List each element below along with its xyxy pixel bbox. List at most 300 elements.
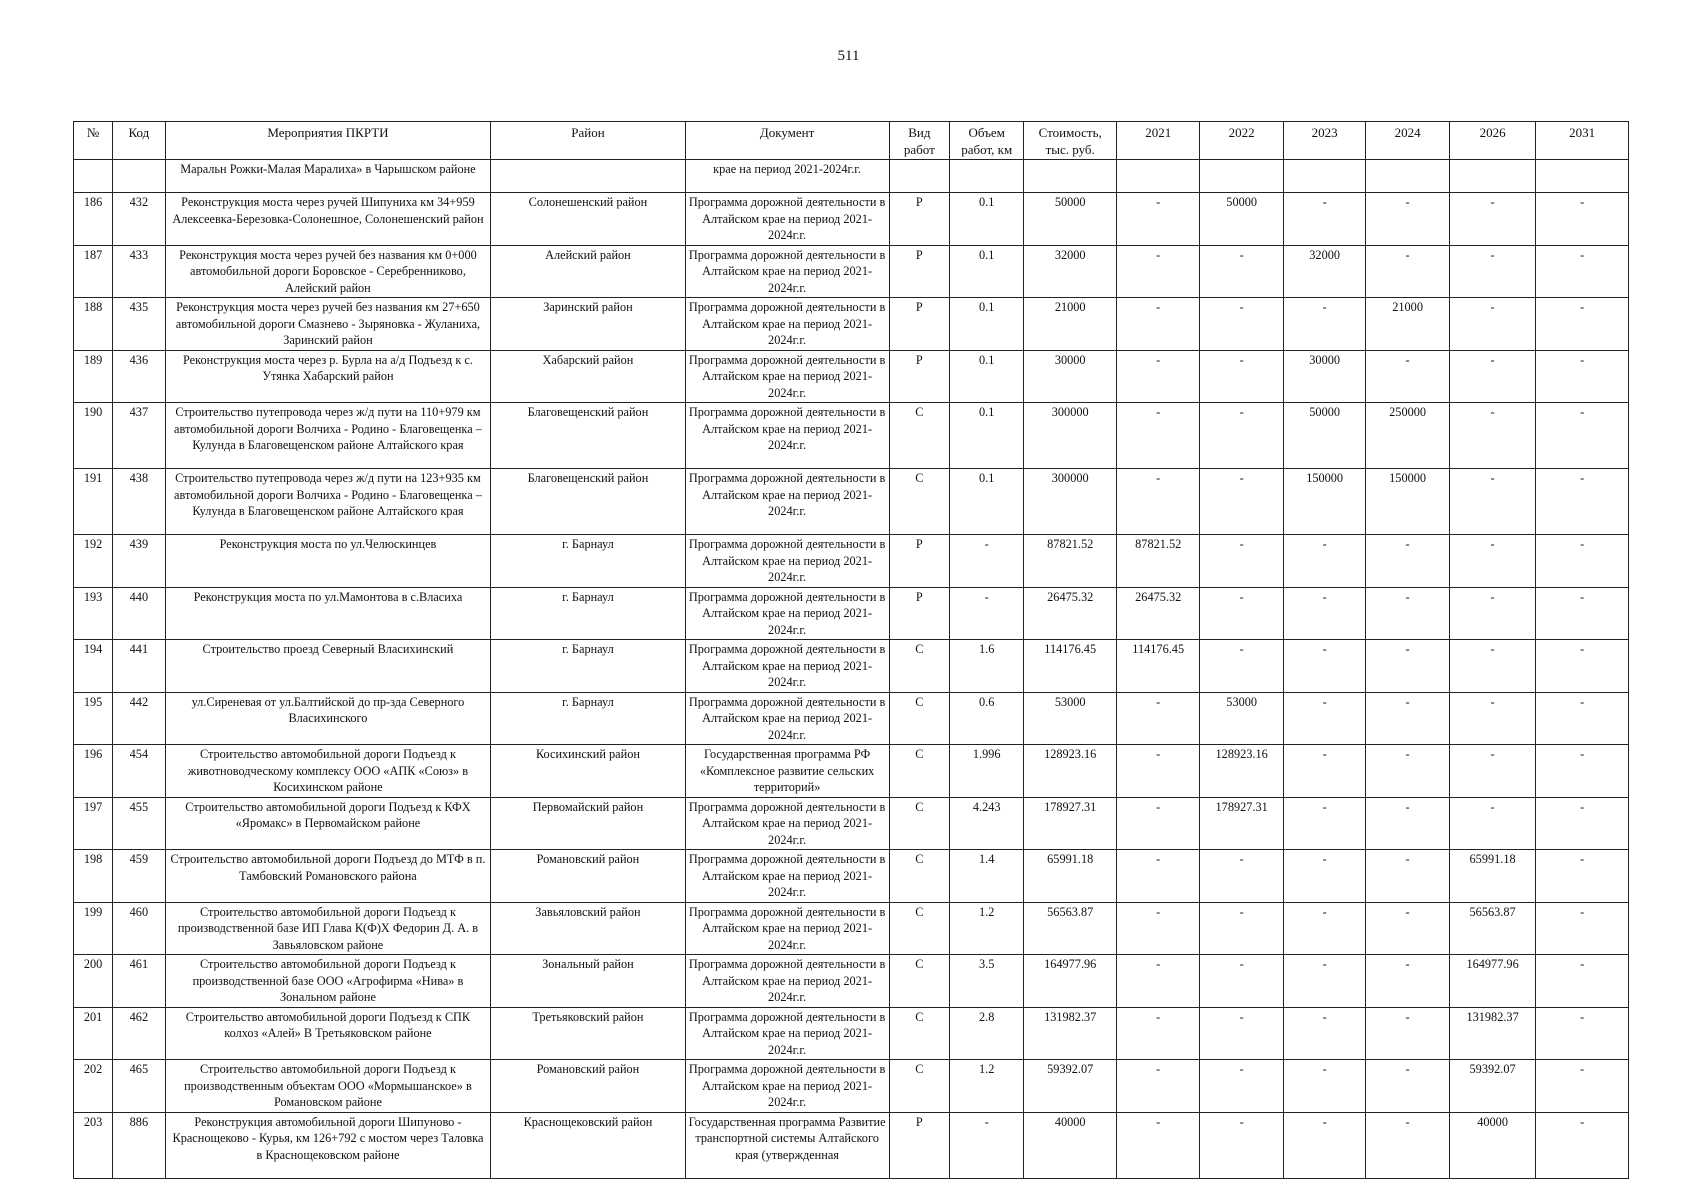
col-document-cell: Государственная программа РФ «Комплексное развитие сельских территорий» [685, 745, 889, 798]
col-2021-header: 2021 [1116, 122, 1199, 160]
col-2024-cell: - [1366, 902, 1449, 955]
col-2021-cell [1116, 160, 1199, 193]
col-number-cell: 203 [74, 1112, 113, 1178]
col-2031-cell: - [1536, 797, 1629, 850]
col-cost-cell: 300000 [1024, 403, 1117, 469]
col-2026-cell: - [1449, 745, 1536, 798]
col-2026-cell: 164977.96 [1449, 955, 1536, 1008]
col-2024-cell [1366, 160, 1449, 193]
col-code-cell: 454 [113, 745, 165, 798]
col-2024-cell: - [1366, 587, 1449, 640]
col-cost-cell: 128923.16 [1024, 745, 1117, 798]
col-2031-cell: - [1536, 350, 1629, 403]
col-2024-cell: - [1366, 850, 1449, 903]
col-work-type-cell: С [889, 1007, 949, 1060]
col-2022-cell: - [1200, 955, 1283, 1008]
col-2023-header: 2023 [1283, 122, 1365, 160]
col-2022-cell: - [1200, 403, 1283, 469]
col-2022-cell: - [1200, 298, 1283, 351]
col-number-cell: 194 [74, 640, 113, 693]
col-document-cell: Программа дорожной деятельности в Алтайском крае на период 2021-2024г.г. [685, 587, 889, 640]
col-volume-cell: 0.1 [950, 403, 1024, 469]
col-2023-cell: - [1283, 745, 1365, 798]
col-2026-cell: - [1449, 469, 1536, 535]
col-work-type-cell: Р [889, 587, 949, 640]
col-volume-cell: - [950, 535, 1024, 588]
col-number-cell: 195 [74, 692, 113, 745]
col-2024-cell: - [1366, 1007, 1449, 1060]
col-2024-cell: - [1366, 1112, 1449, 1178]
col-2026-cell: - [1449, 535, 1536, 588]
col-activity-cell: Строительство автомобильной дороги Подъезд к производственным объектам ООО «Мормышанское» в Романовском районе [165, 1060, 491, 1113]
col-district-cell: г. Барнаул [491, 587, 685, 640]
col-work-type-cell: Р [889, 245, 949, 298]
col-volume-cell: 4.243 [950, 797, 1024, 850]
col-2021-cell: - [1116, 797, 1199, 850]
col-code-cell: 886 [113, 1112, 165, 1178]
col-number-cell: 189 [74, 350, 113, 403]
col-2023-cell: 150000 [1283, 469, 1365, 535]
col-district-cell: Солонешенский район [491, 193, 685, 246]
col-2031-cell: - [1536, 403, 1629, 469]
col-2021-cell: - [1116, 350, 1199, 403]
col-volume-cell: 1.2 [950, 902, 1024, 955]
col-work-type-cell: Р [889, 535, 949, 588]
col-2022-cell: 178927.31 [1200, 797, 1283, 850]
table-row [74, 902, 1629, 955]
col-2021-cell: - [1116, 469, 1199, 535]
col-code-cell: 459 [113, 850, 165, 903]
col-work-type-cell: С [889, 469, 949, 535]
col-volume-cell: 0.1 [950, 350, 1024, 403]
table-row [74, 587, 1629, 640]
col-activity-cell: Реконструкция моста через ручей Шипуниха км 34+959 Алексеевка-Березовка-Солонешное, Солонешенский район [165, 193, 491, 246]
col-cost-cell: 178927.31 [1024, 797, 1117, 850]
col-code-cell: 436 [113, 350, 165, 403]
col-2023-cell: - [1283, 1007, 1365, 1060]
col-cost-cell: 300000 [1024, 469, 1117, 535]
col-2024-cell: - [1366, 193, 1449, 246]
col-district-cell: Зональный район [491, 955, 685, 1008]
col-2031-cell: - [1536, 745, 1629, 798]
col-document-cell: Программа дорожной деятельности в Алтайском крае на период 2021-2024г.г. [685, 692, 889, 745]
col-2031-cell: - [1536, 298, 1629, 351]
col-cost-cell: 40000 [1024, 1112, 1117, 1178]
col-volume-cell: 0.1 [950, 245, 1024, 298]
col-2021-cell: - [1116, 245, 1199, 298]
col-document-cell: Программа дорожной деятельности в Алтайском крае на период 2021-2024г.г. [685, 1060, 889, 1113]
col-2021-cell: 26475.32 [1116, 587, 1199, 640]
col-2023-cell: - [1283, 797, 1365, 850]
col-work-type-cell: Р [889, 350, 949, 403]
col-2021-cell: - [1116, 1112, 1199, 1178]
table-row [74, 403, 1629, 469]
col-2026-cell: - [1449, 298, 1536, 351]
col-number-cell: 196 [74, 745, 113, 798]
col-activity-cell: Реконструкция моста через ручей без названия км 0+000 автомобильной дороги Боровское - Серебренниково, Алейский район [165, 245, 491, 298]
col-2031-cell: - [1536, 902, 1629, 955]
col-volume-cell: - [950, 587, 1024, 640]
col-2024-cell: - [1366, 1060, 1449, 1113]
col-volume-cell: 0.1 [950, 469, 1024, 535]
col-2024-cell: - [1366, 245, 1449, 298]
col-2023-cell: 32000 [1283, 245, 1365, 298]
col-2022-cell: - [1200, 640, 1283, 693]
col-2031-cell: - [1536, 535, 1629, 588]
col-code-cell: 435 [113, 298, 165, 351]
col-2023-cell: 30000 [1283, 350, 1365, 403]
col-number-cell: 192 [74, 535, 113, 588]
col-2031-cell: - [1536, 692, 1629, 745]
col-2031-cell: - [1536, 955, 1629, 1008]
table-row [74, 1112, 1629, 1178]
col-district-cell: Третьяковский район [491, 1007, 685, 1060]
col-2026-cell: 40000 [1449, 1112, 1536, 1178]
col-2024-cell: - [1366, 640, 1449, 693]
col-document-header: Документ [685, 122, 889, 160]
col-2031-header: 2031 [1536, 122, 1629, 160]
col-district-header: Район [491, 122, 685, 160]
col-2022-cell: - [1200, 350, 1283, 403]
col-2026-cell: 65991.18 [1449, 850, 1536, 903]
col-work-type-cell: С [889, 640, 949, 693]
col-document-cell: Программа дорожной деятельности в Алтайском крае на период 2021-2024г.г. [685, 797, 889, 850]
col-2022-cell: - [1200, 1060, 1283, 1113]
col-cost-header: Стоимость, тыс. руб. [1024, 122, 1117, 160]
col-work-type-cell: С [889, 403, 949, 469]
col-2022-cell [1200, 160, 1283, 193]
col-volume-cell: 0.1 [950, 193, 1024, 246]
col-activity-cell: Реконструкция моста через р. Бурла на а/д Подъезд к с. Утянка Хабарский район [165, 350, 491, 403]
col-code-cell: 438 [113, 469, 165, 535]
col-2026-cell: - [1449, 692, 1536, 745]
col-cost-cell: 59392.07 [1024, 1060, 1117, 1113]
col-code-cell: 441 [113, 640, 165, 693]
col-number-cell: 193 [74, 587, 113, 640]
col-district-cell: Хабарский район [491, 350, 685, 403]
col-activity-cell: Строительство автомобильной дороги Подъезд до МТФ в п. Тамбовский Романовского района [165, 850, 491, 903]
col-district-cell: Благовещенский район [491, 403, 685, 469]
col-number-cell: 201 [74, 1007, 113, 1060]
col-document-cell: Государственная программа Развитие транспортной системы Алтайского края (утвержденная [685, 1112, 889, 1178]
col-activity-cell: Строительство проезд Северный Власихинский [165, 640, 491, 693]
col-2021-cell: - [1116, 403, 1199, 469]
col-number-cell: 202 [74, 1060, 113, 1113]
col-2024-cell: - [1366, 797, 1449, 850]
col-work-type-cell: С [889, 1060, 949, 1113]
col-cost-cell: 164977.96 [1024, 955, 1117, 1008]
col-activity-header: Мероприятия ПКРТИ [165, 122, 491, 160]
col-number-cell: 191 [74, 469, 113, 535]
col-cost-cell: 21000 [1024, 298, 1117, 351]
table-row [74, 245, 1629, 298]
col-document-cell: Программа дорожной деятельности в Алтайском крае на период 2021-2024г.г. [685, 1007, 889, 1060]
col-2024-cell: 150000 [1366, 469, 1449, 535]
col-volume-cell [950, 160, 1024, 193]
col-district-cell: Романовский район [491, 850, 685, 903]
col-work-type-cell: С [889, 955, 949, 1008]
col-2026-header: 2026 [1449, 122, 1536, 160]
col-work-type-cell: С [889, 850, 949, 903]
col-2022-cell: - [1200, 245, 1283, 298]
col-2022-cell: - [1200, 902, 1283, 955]
col-code-cell: 455 [113, 797, 165, 850]
table-row [74, 797, 1629, 850]
col-2024-cell: - [1366, 745, 1449, 798]
col-code-cell: 439 [113, 535, 165, 588]
table-row [74, 469, 1629, 535]
col-code-header: Код [113, 122, 165, 160]
col-2021-cell: - [1116, 1007, 1199, 1060]
page-number: 511 [837, 48, 860, 64]
col-volume-cell: 0.1 [950, 298, 1024, 351]
col-code-cell: 462 [113, 1007, 165, 1060]
col-2024-cell: - [1366, 350, 1449, 403]
col-activity-cell: Реконструкция автомобильной дороги Шипуново - Краснощеково - Курья, км 126+792 с мостом через Таловка в Краснощековском районе [165, 1112, 491, 1178]
col-2026-cell: - [1449, 587, 1536, 640]
col-code-cell [113, 160, 165, 193]
table-row [74, 298, 1629, 351]
col-work-type-cell: Р [889, 298, 949, 351]
col-2021-cell: - [1116, 1060, 1199, 1113]
col-2024-cell: - [1366, 535, 1449, 588]
col-2023-cell: - [1283, 535, 1365, 588]
col-work-type-header: Вид работ [889, 122, 949, 160]
col-activity-cell: Реконструкция моста по ул.Челюскинцев [165, 535, 491, 588]
col-district-cell: Косихинский район [491, 745, 685, 798]
road-program-table [73, 121, 1629, 1179]
col-district-cell: Благовещенский район [491, 469, 685, 535]
col-district-cell: г. Барнаул [491, 640, 685, 693]
col-2022-cell: - [1200, 850, 1283, 903]
col-2026-cell: 56563.87 [1449, 902, 1536, 955]
col-2021-cell: - [1116, 298, 1199, 351]
col-cost-cell: 53000 [1024, 692, 1117, 745]
table-row [74, 745, 1629, 798]
col-2031-cell: - [1536, 245, 1629, 298]
col-work-type-cell [889, 160, 949, 193]
col-code-cell: 433 [113, 245, 165, 298]
col-cost-cell: 114176.45 [1024, 640, 1117, 693]
col-number-cell: 187 [74, 245, 113, 298]
col-2021-cell: - [1116, 745, 1199, 798]
col-activity-cell: Реконструкция моста по ул.Мамонтова в с.Власиха [165, 587, 491, 640]
col-district-cell: Романовский район [491, 1060, 685, 1113]
col-district-cell: Алейский район [491, 245, 685, 298]
table-row [74, 350, 1629, 403]
col-2026-cell: - [1449, 193, 1536, 246]
col-code-cell: 460 [113, 902, 165, 955]
col-2024-cell: 21000 [1366, 298, 1449, 351]
col-cost-cell [1024, 160, 1117, 193]
col-code-cell: 437 [113, 403, 165, 469]
col-activity-cell: ул.Сиреневая от ул.Балтийской до пр-зда Северного Власихинского [165, 692, 491, 745]
col-code-cell: 432 [113, 193, 165, 246]
col-number-header: № [74, 122, 113, 160]
col-cost-cell: 56563.87 [1024, 902, 1117, 955]
col-2026-cell: - [1449, 797, 1536, 850]
col-number-cell: 197 [74, 797, 113, 850]
col-cost-cell: 26475.32 [1024, 587, 1117, 640]
col-code-cell: 440 [113, 587, 165, 640]
col-district-cell: Краснощековский район [491, 1112, 685, 1178]
col-2026-cell: - [1449, 403, 1536, 469]
col-cost-cell: 30000 [1024, 350, 1117, 403]
col-2021-cell: 114176.45 [1116, 640, 1199, 693]
col-activity-cell: Строительство автомобильной дороги Подъезд к животноводческому комплексу ООО «АПК «Союз» в Косихинском районе [165, 745, 491, 798]
col-2022-cell: 50000 [1200, 193, 1283, 246]
col-volume-cell: 2.8 [950, 1007, 1024, 1060]
col-number-cell: 190 [74, 403, 113, 469]
col-document-cell: крае на период 2021-2024г.г. [685, 160, 889, 193]
col-number-cell: 199 [74, 902, 113, 955]
col-volume-cell: 1.4 [950, 850, 1024, 903]
col-activity-cell: Строительство путепровода через ж/д пути на 110+979 км автомобильной дороги Волчиха - Родино - Благовещенка – Кулунда в Благовещенском районе Алтайского края [165, 403, 491, 469]
col-activity-cell: Строительство автомобильной дороги Подъезд к производственной базе ООО «Агрофирма «Нива» в Зональном районе [165, 955, 491, 1008]
col-document-cell: Программа дорожной деятельности в Алтайском крае на период 2021-2024г.г. [685, 350, 889, 403]
col-2026-cell: - [1449, 640, 1536, 693]
col-cost-cell: 50000 [1024, 193, 1117, 246]
col-volume-header: Объем работ, км [950, 122, 1024, 160]
col-district-cell: г. Барнаул [491, 535, 685, 588]
col-2031-cell [1536, 160, 1629, 193]
col-2023-cell [1283, 160, 1365, 193]
col-activity-cell: Строительство автомобильной дороги Подъезд к производственной базе ИП Глава К(Ф)Х Федорин Д. А. в Завьяловском районе [165, 902, 491, 955]
col-volume-cell: - [950, 1112, 1024, 1178]
col-number-cell [74, 160, 113, 193]
table-row [74, 1060, 1629, 1113]
col-code-cell: 461 [113, 955, 165, 1008]
col-document-cell: Программа дорожной деятельности в Алтайском крае на период 2021-2024г.г. [685, 640, 889, 693]
col-document-cell: Программа дорожной деятельности в Алтайском крае на период 2021-2024г.г. [685, 955, 889, 1008]
col-2022-cell: 53000 [1200, 692, 1283, 745]
col-document-cell: Программа дорожной деятельности в Алтайском крае на период 2021-2024г.г. [685, 298, 889, 351]
col-2022-cell: - [1200, 1007, 1283, 1060]
col-2022-header: 2022 [1200, 122, 1283, 160]
col-2023-cell: - [1283, 692, 1365, 745]
col-number-cell: 188 [74, 298, 113, 351]
col-2031-cell: - [1536, 640, 1629, 693]
col-volume-cell: 0.6 [950, 692, 1024, 745]
col-2023-cell: - [1283, 955, 1365, 1008]
col-2022-cell: - [1200, 535, 1283, 588]
col-2026-cell [1449, 160, 1536, 193]
col-2026-cell: 131982.37 [1449, 1007, 1536, 1060]
col-2023-cell: - [1283, 902, 1365, 955]
col-work-type-cell: С [889, 902, 949, 955]
col-2031-cell: - [1536, 587, 1629, 640]
col-2021-cell: - [1116, 692, 1199, 745]
col-2023-cell: 50000 [1283, 403, 1365, 469]
col-cost-cell: 87821.52 [1024, 535, 1117, 588]
col-work-type-cell: С [889, 797, 949, 850]
col-document-cell: Программа дорожной деятельности в Алтайском крае на период 2021-2024г.г. [685, 193, 889, 246]
col-district-cell: г. Барнаул [491, 692, 685, 745]
col-2026-cell: 59392.07 [1449, 1060, 1536, 1113]
col-2026-cell: - [1449, 350, 1536, 403]
col-2024-header: 2024 [1366, 122, 1449, 160]
table-row [74, 1007, 1629, 1060]
col-document-cell: Программа дорожной деятельности в Алтайском крае на период 2021-2024г.г. [685, 850, 889, 903]
col-2022-cell: - [1200, 469, 1283, 535]
col-document-cell: Программа дорожной деятельности в Алтайском крае на период 2021-2024г.г. [685, 245, 889, 298]
col-work-type-cell: Р [889, 193, 949, 246]
table-row [74, 640, 1629, 693]
col-volume-cell: 1.6 [950, 640, 1024, 693]
col-document-cell: Программа дорожной деятельности в Алтайском крае на период 2021-2024г.г. [685, 902, 889, 955]
col-number-cell: 198 [74, 850, 113, 903]
col-2023-cell: - [1283, 1060, 1365, 1113]
header-row [74, 122, 1629, 160]
table-row [74, 193, 1629, 246]
col-2024-cell: 250000 [1366, 403, 1449, 469]
col-district-cell: Завьяловский район [491, 902, 685, 955]
col-work-type-cell: С [889, 745, 949, 798]
col-2031-cell: - [1536, 1060, 1629, 1113]
col-2024-cell: - [1366, 692, 1449, 745]
col-district-cell [491, 160, 685, 193]
col-cost-cell: 32000 [1024, 245, 1117, 298]
col-document-cell: Программа дорожной деятельности в Алтайском крае на период 2021-2024г.г. [685, 469, 889, 535]
table-row [74, 850, 1629, 903]
col-district-cell: Первомайский район [491, 797, 685, 850]
col-cost-cell: 65991.18 [1024, 850, 1117, 903]
col-volume-cell: 3.5 [950, 955, 1024, 1008]
table-row [74, 692, 1629, 745]
col-2021-cell: - [1116, 955, 1199, 1008]
col-2023-cell: - [1283, 587, 1365, 640]
col-2031-cell: - [1536, 850, 1629, 903]
col-activity-cell: Строительство путепровода через ж/д пути на 123+935 км автомобильной дороги Волчиха - Родино - Благовещенка – Кулунда в Благовещенском районе Алтайского края [165, 469, 491, 535]
col-volume-cell: 1.2 [950, 1060, 1024, 1113]
table-row [74, 535, 1629, 588]
col-2021-cell: - [1116, 902, 1199, 955]
col-2023-cell: - [1283, 193, 1365, 246]
col-code-cell: 442 [113, 692, 165, 745]
col-2021-cell: 87821.52 [1116, 535, 1199, 588]
col-2023-cell: - [1283, 298, 1365, 351]
col-work-type-cell: С [889, 692, 949, 745]
col-2026-cell: - [1449, 245, 1536, 298]
col-2031-cell: - [1536, 1007, 1629, 1060]
col-2022-cell: 128923.16 [1200, 745, 1283, 798]
col-document-cell: Программа дорожной деятельности в Алтайском крае на период 2021-2024г.г. [685, 535, 889, 588]
col-document-cell: Программа дорожной деятельности в Алтайском крае на период 2021-2024г.г. [685, 403, 889, 469]
table-row [74, 160, 1629, 193]
col-work-type-cell: Р [889, 1112, 949, 1178]
col-number-cell: 200 [74, 955, 113, 1008]
col-2023-cell: - [1283, 850, 1365, 903]
col-2021-cell: - [1116, 850, 1199, 903]
col-activity-cell: Маральн Рожки-Малая Маралиха» в Чарышском районе [165, 160, 491, 193]
col-cost-cell: 131982.37 [1024, 1007, 1117, 1060]
col-district-cell: Заринский район [491, 298, 685, 351]
table-row [74, 955, 1629, 1008]
col-2031-cell: - [1536, 469, 1629, 535]
col-2023-cell: - [1283, 640, 1365, 693]
col-activity-cell: Строительство автомобильной дороги Подъезд к СПК колхоз «Алей» В Третьяковском районе [165, 1007, 491, 1060]
col-2022-cell: - [1200, 587, 1283, 640]
col-2031-cell: - [1536, 1112, 1629, 1178]
col-activity-cell: Строительство автомобильной дороги Подъезд к КФХ «Яромакс» в Первомайском районе [165, 797, 491, 850]
col-2023-cell: - [1283, 1112, 1365, 1178]
col-volume-cell: 1.996 [950, 745, 1024, 798]
col-code-cell: 465 [113, 1060, 165, 1113]
col-2031-cell: - [1536, 193, 1629, 246]
col-activity-cell: Реконструкция моста через ручей без названия км 27+650 автомобильной дороги Смазнево - Зыряновка - Жуланиха, Заринский район [165, 298, 491, 351]
col-2021-cell: - [1116, 193, 1199, 246]
col-number-cell: 186 [74, 193, 113, 246]
